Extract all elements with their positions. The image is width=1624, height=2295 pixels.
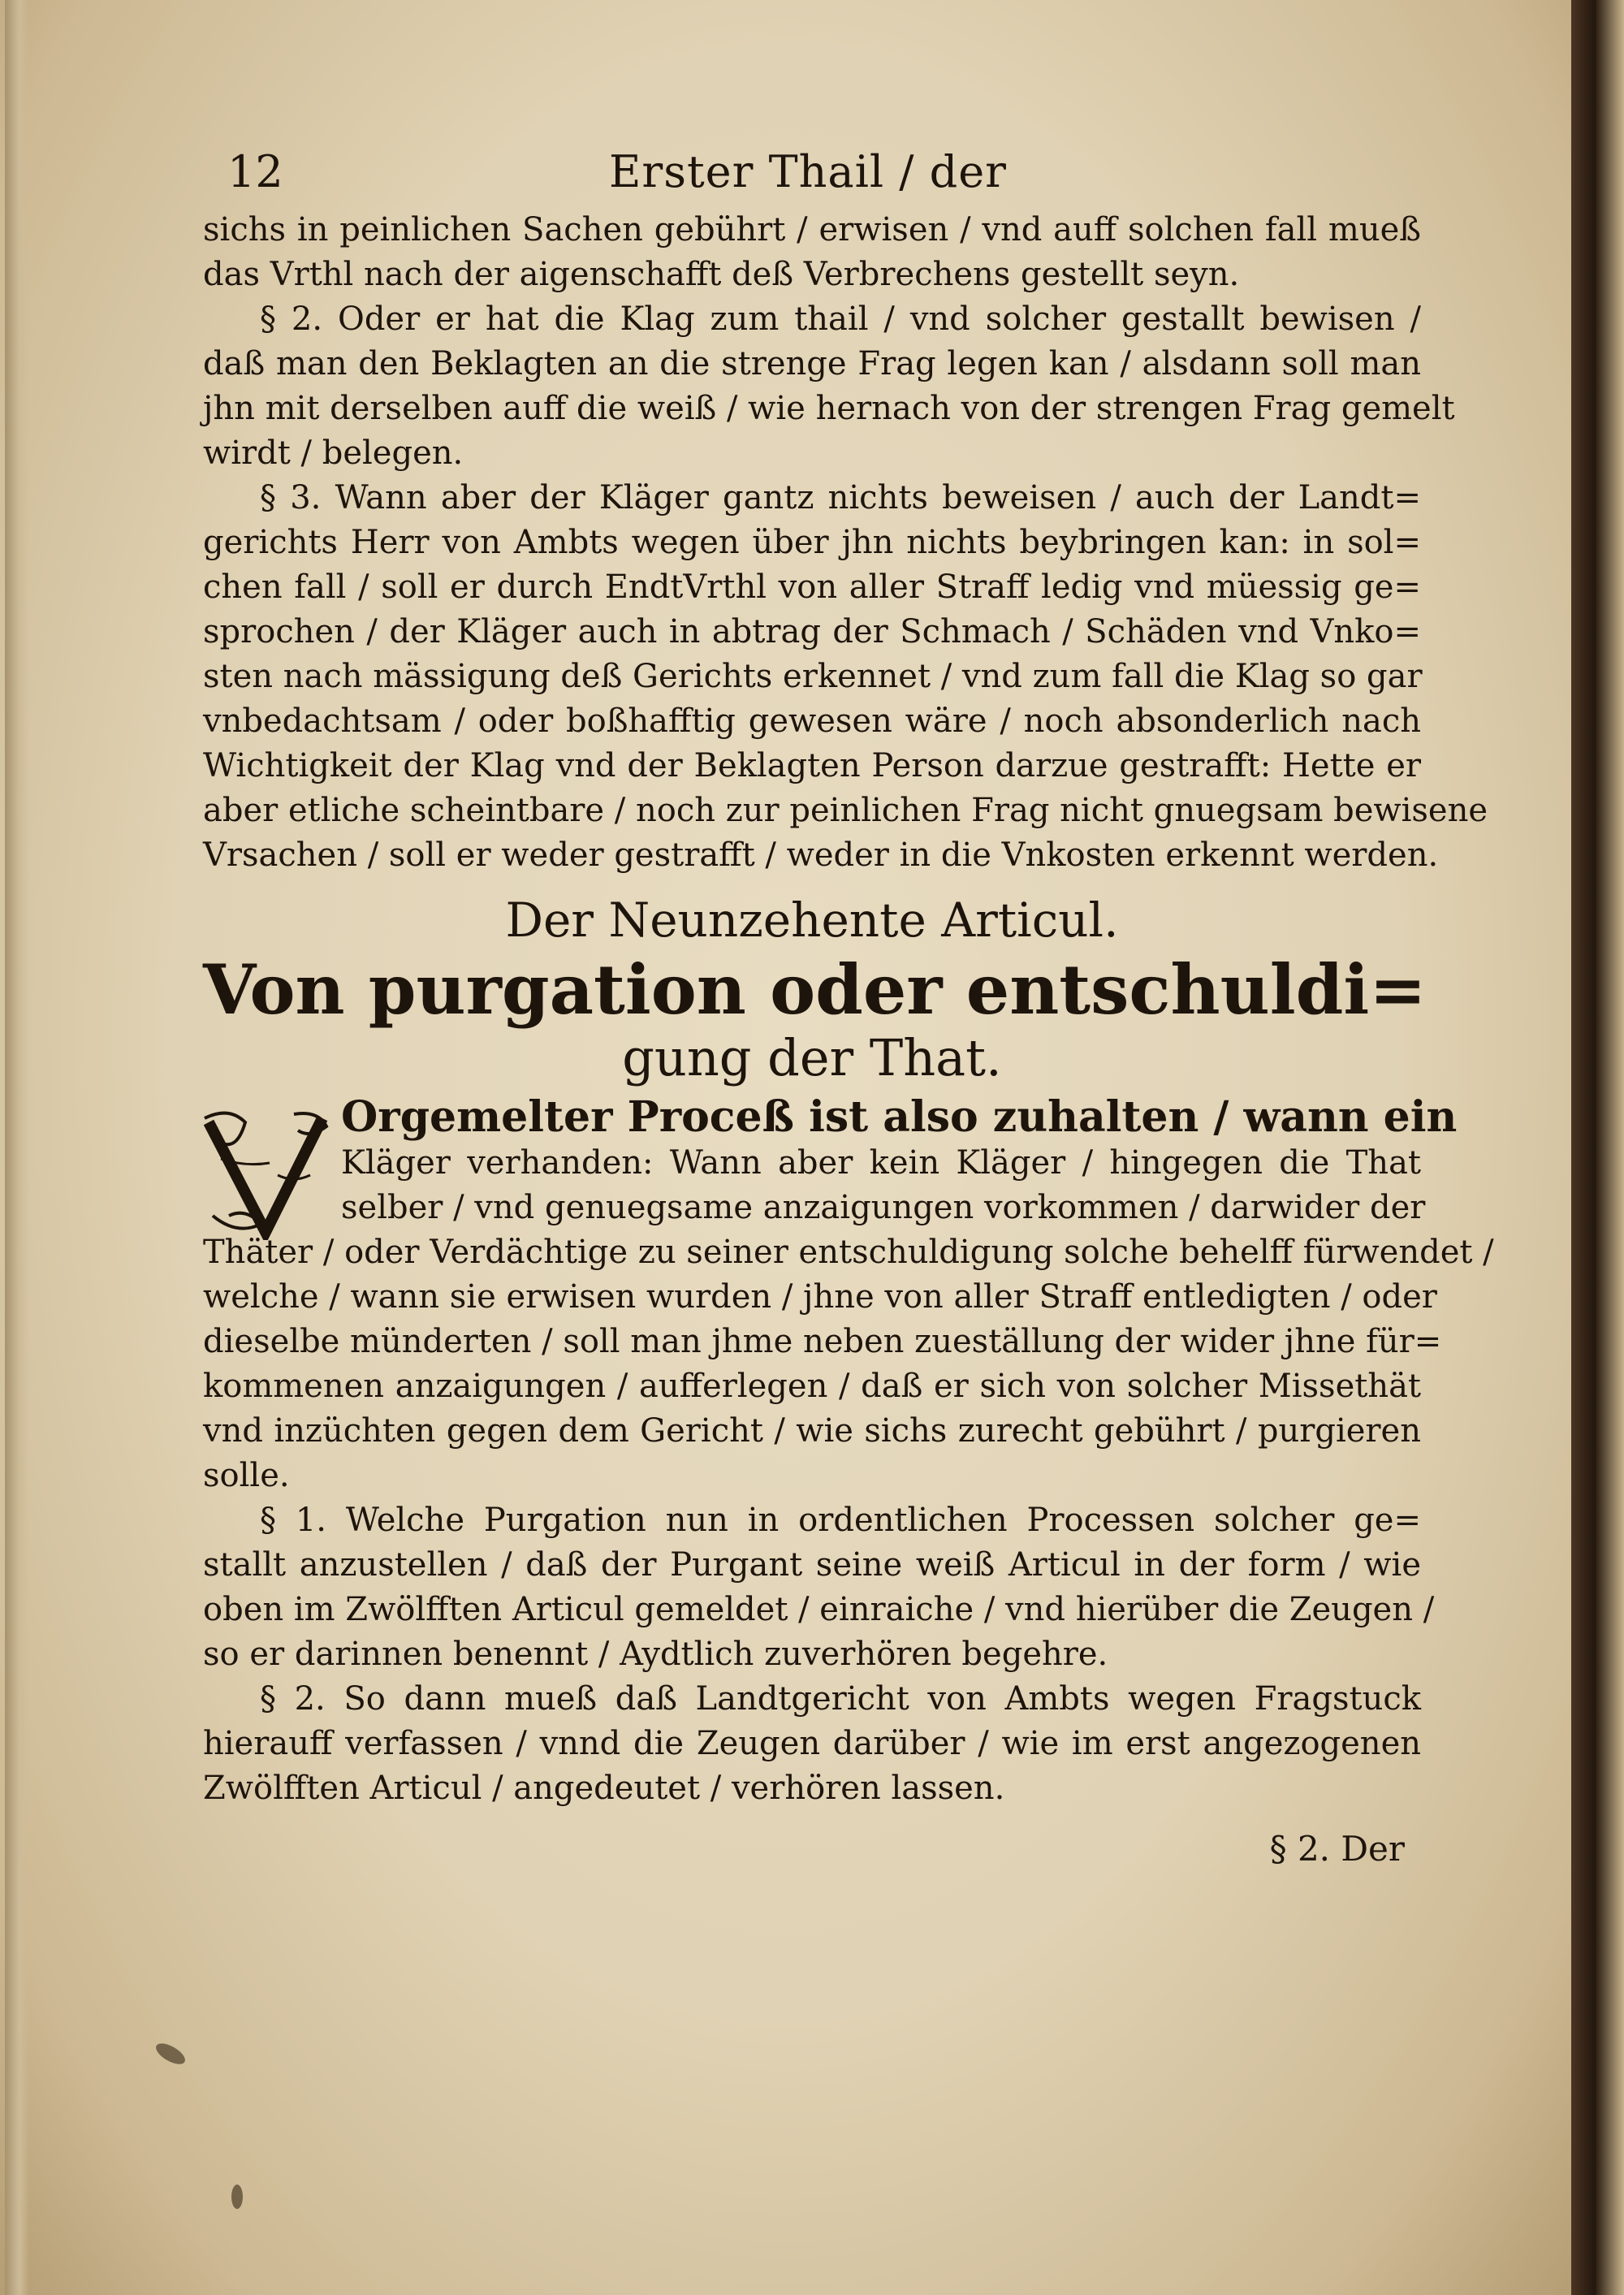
text-line: welche / wann sie erwisen wurden / jhne von aller Straff entledigten / oder [203,1278,1437,1316]
text-line: Wichtigkeit der Klag vnd der Beklagten Person darzue gestrafft: Hette er [203,747,1421,784]
catchword: § 2. Der [1269,1829,1405,1869]
page-number: 12 [227,146,283,197]
section-b2 [203,1677,1421,1811]
text-line: gerichts Herr von Ambts wegen über jhn nichts beybringen kan: in sol= [203,524,1421,561]
text-line: § 1. Welche Purgation nun in ordentlichen Processen solcher ge= [260,1502,1421,1539]
text-line: chen fall / soll er durch EndtVrthl von aller Straff ledig vnd müessig ge= [203,568,1421,606]
article-title: Von purgation oder entschuldi= [203,949,1427,1030]
initial-flourish-icon [197,1102,335,1240]
facing-page-edge [1596,0,1624,2295]
text-line: § 2. Oder er hat die Klag zum thail / vnd solcher gestallt bewisen / [260,300,1421,338]
running-title: Erster Thail / der [609,146,1007,197]
ink-stain [153,2039,188,2068]
text-line: Vrsachen / soll er weder gestrafft / weder in die Vnkosten erkennt werden. [203,836,1439,874]
text-line: sprochen / der Kläger auch in abtrag der Schmach / Schäden vnd Vnko= [203,613,1421,650]
text-line: vnd inzüchten gegen dem Gericht / wie sichs zurecht gebührt / purgieren [203,1412,1421,1450]
article-body [203,1092,1494,1498]
text-line: § 2. So dann mueß daß Landtgericht von Ambts wegen Fragstuck [260,1680,1421,1718]
text-line: sichs in peinlichen Sachen gebührt / erwisen / vnd auff solchen fall mueß [203,211,1421,249]
page-text [203,146,1494,1869]
text-line: wirdt / belegen. [203,434,464,472]
paragraph-intro [203,208,1421,297]
article-heading: Der Neunzehente Articul. [505,892,1119,948]
section-2 [203,297,1455,476]
text-line: das Vrthl nach der aigenschafft deß Verbrechens gestellt seyn. [203,256,1240,293]
article-title-continued: gung der That. [622,1028,1002,1087]
text-line: dieselbe münderten / soll man jhme neben zueställung der wider jhne für= [203,1323,1442,1360]
text-line: oben im Zwölfften Articul gemeldet / einraiche / vnd hierüber die Zeugen / [203,1591,1435,1628]
text-line: aber etliche scheintbare / noch zur peinlichen Frag nicht gnuegsam bewisene [203,792,1488,829]
text-line: hierauff verfassen / vnnd die Zeugen darüber / wie im erst angezogenen [203,1725,1421,1762]
text-line: selber / vnd genuegsame anzaigungen vorkommen / darwider der [341,1189,1426,1226]
text-line: § 3. Wann aber der Kläger gantz nichts beweisen / auch der Landt= [260,479,1421,516]
text-line: solle. [203,1457,290,1494]
text-line: kommenen anzaigungen / aufferlegen / daß er sich von solcher Missethät [203,1368,1421,1405]
running-head [203,146,1421,203]
text-line: daß man den Beklagten an die strenge Frag legen kan / alsdann soll man [203,345,1421,382]
drop-initial [197,1094,335,1232]
text-line: stallt anzustellen / daß der Purgant seine weiß Articul in der form / wie [203,1546,1421,1584]
text-line: jhn mit derselben auff die weiß / wie hernach von der strengen Frag gemelt [203,390,1455,427]
text-line: so er darinnen benennt / Aydtlich zuverhören begehre. [203,1636,1108,1673]
text-line: Zwölfften Articul / angedeutet / verhören lassen. [203,1770,1005,1807]
text-line: sten nach mässigung deß Gerichts erkennet / vnd zum fall die Klag so gar [203,658,1423,695]
text-line: Orgemelter Proceß ist also zuhalten / wann ein [341,1092,1458,1142]
section-3 [203,476,1488,878]
text-line: Kläger verhanden: Wann aber kein Kläger / hingegen die That [341,1144,1421,1182]
page-edge-shadow [5,0,29,2295]
text-line: Thäter / oder Verdächtige zu seiner entschuldigung solche behelff fürwendet / [203,1234,1494,1271]
section-b1 [203,1498,1435,1677]
text-line: vnbedachtsam / oder boßhafftig gewesen wäre / noch absonderlich nach [203,702,1421,740]
ink-stain [231,2185,243,2209]
